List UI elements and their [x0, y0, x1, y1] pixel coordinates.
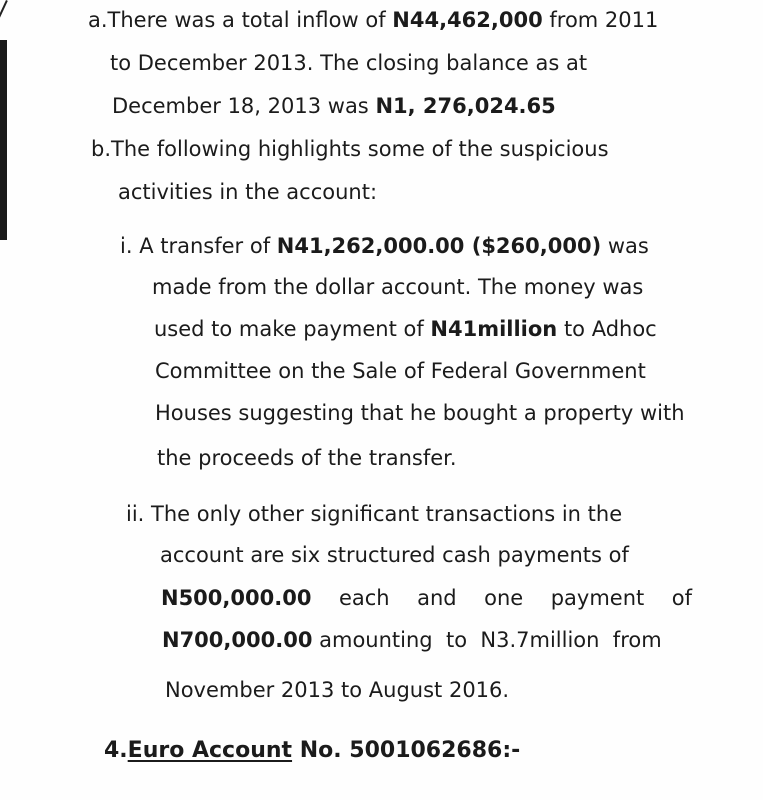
item-i-line-1: i. A transfer of N41,262,000.00 ($260,000) was	[120, 234, 649, 258]
item-i-line-2: made from the dollar account. The money was	[152, 275, 644, 299]
item-ii-line-2: account are six structured cash payments of	[160, 543, 629, 567]
item-b-line-2: activities in the account:	[118, 180, 378, 204]
closing-balance-amount: N1, 276,024.65	[375, 94, 556, 118]
item-b-marker: b.	[91, 137, 112, 161]
single-payment-amount: N700,000.00	[162, 628, 313, 652]
item-a-line-2: to December 2013. The closing balance as at	[110, 51, 588, 75]
item-ii-line-3: N500,000.00 each and one payment of	[161, 586, 692, 610]
item-i-line-4: Committee on the Sale of Federal Government	[155, 359, 646, 383]
structured-payment-amount: N500,000.00	[161, 586, 312, 610]
item-ii-line-1: ii. The only other significant transactions in the	[126, 502, 623, 526]
item-i-marker: i.	[120, 234, 133, 258]
section-4-number: 4.	[104, 738, 128, 763]
item-i-line-6: the proceeds of the transfer.	[157, 446, 457, 470]
section-4-title: Euro Account	[127, 738, 293, 763]
item-ii-line-4: N700,000.00 amounting to N3.7million from	[162, 628, 662, 652]
item-a-line-1: a.There was a total inflow of N44,462,000 from 2011	[88, 8, 659, 32]
page-edge-shadow	[0, 40, 7, 240]
item-ii-marker: ii.	[126, 502, 145, 526]
item-i-line-3: used to make payment of N41million to Adhoc	[154, 317, 657, 341]
item-i-line-5: Houses suggesting that he bought a property with	[155, 401, 685, 425]
item-ii-line-5: November 2013 to August 2016.	[165, 678, 510, 702]
payment-amount: N41million	[430, 317, 558, 341]
pen-mark	[0, 0, 8, 21]
transfer-amount: N41,262,000.00 ($260,000)	[276, 234, 602, 258]
section-4-heading	[104, 737, 520, 765]
inflow-amount: N44,462,000	[392, 8, 543, 32]
item-a-line-3: December 18, 2013 was N1, 276,024.65	[112, 94, 556, 118]
item-a-marker: a.	[88, 8, 108, 32]
section-4-account-number: No. 5001062686:-	[292, 738, 521, 763]
item-b-line-1: b.The following highlights some of the suspicious	[91, 137, 609, 161]
